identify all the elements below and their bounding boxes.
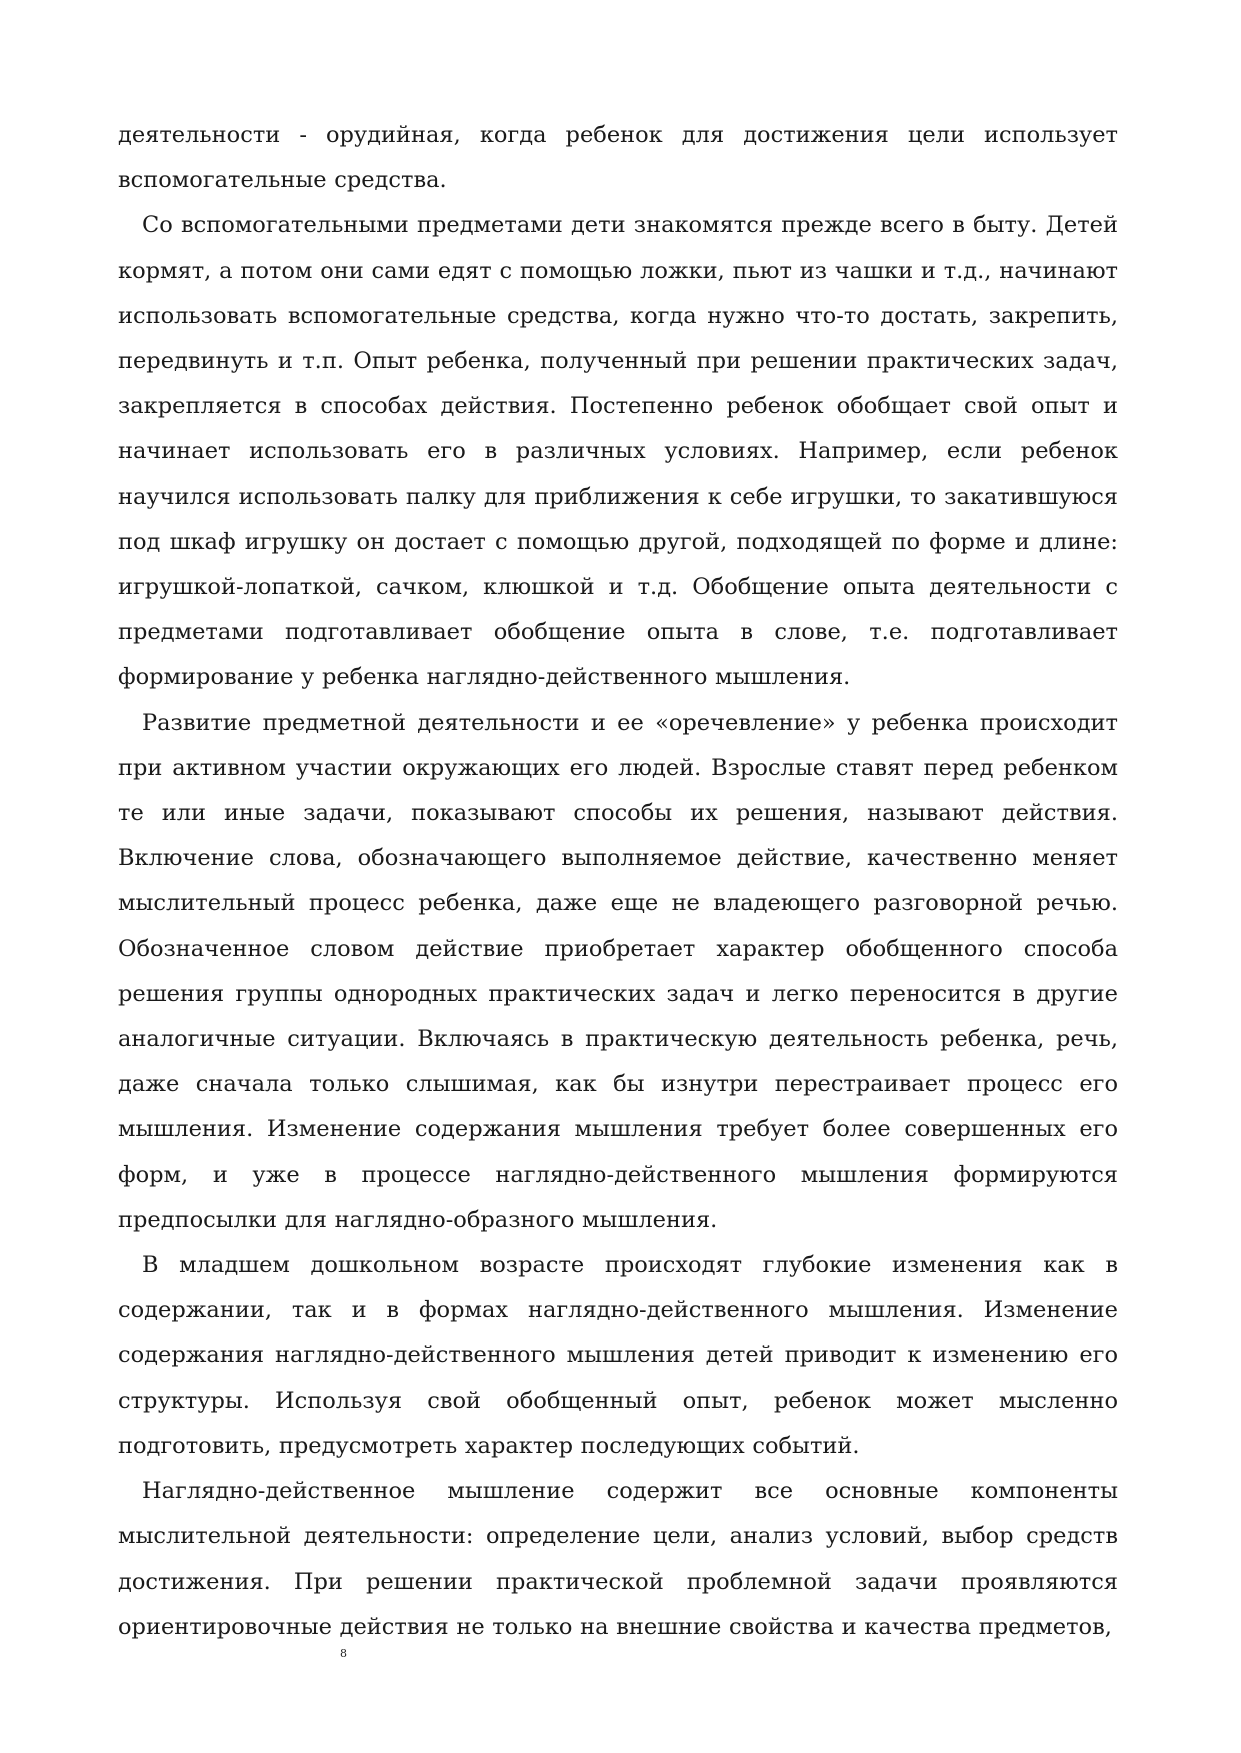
paragraph-4: В младшем дошкольном возрасте происходят глубокие изменения как в содержании, так и в формах наглядно-действенного мышления. Изменение содержания наглядно-действенного мышления детей приводит к изменению его структуры. Используя свой обобщенный опыт, ребенок может мысленно подготовить, предусмотреть характер последующих событий. bbox=[118, 1252, 1118, 1459]
body-text bbox=[118, 113, 1118, 1650]
paragraph-2: Со вспомогательными предметами дети знакомятся прежде всего в быту. Детей кормят, а потом они сами едят с помощью ложки, пьют из чашки и т.д., начинают использовать вспомогательные средства, когда нужно что-то достать, закрепить, передвинуть и т.п. Опыт ребенка, полученный при решении практических задач, закрепляется в способах действия. Постепенно ребенок обобщает свой опыт и начинает использовать его в различных условиях. Например, если ребенок научился использовать палку для приближения к себе игрушки, то закатившуюся под шкаф игрушку он достает с помощью другой, подходящей по форме и длине: игрушкой-лопаткой, сачком, клюшкой и т.д. Обобщение опыта деятельности с предметами подготавливает обобщение опыта в слове, т.е. подготавливает формирование у ребенка наглядно-действенного мышления. bbox=[118, 212, 1118, 691]
paragraph-1: деятельности - орудийная, когда ребенок для достижения цели использует вспомогательные средства. bbox=[118, 122, 1118, 194]
page-number: 8 bbox=[340, 1647, 347, 1660]
paragraph-3: Развитие предметной деятельности и ее «оречевление» у ребенка происходит при активном участии окружающих его людей. Взрослые ставят перед ребенком те или иные задачи, показывают способы их решения, называют действия. Включение слова, обозначающего выполняемое действие, качественно меняет мыслительный процесс ребенка, даже еще не владеющего разговорной речью. Обозначенное словом действие приобретает характер обобщенного способа решения группы однородных практических задач и легко переносится в другие аналогичные ситуации. Включаясь в практическую деятельность ребенка, речь, даже сначала только слышимая, как бы изнутри перестраивает процесс его мышления. Изменение содержания мышления требует более совершенных его форм, и уже в процессе наглядно-действенного мышления формируются предпосылки для наглядно-образного мышления. bbox=[118, 709, 1118, 1233]
paragraph-5: Наглядно-действенное мышление содержит все основные компоненты мыслительной деятельности: определение цели, анализ условий, выбор средств достижения. При решении практической проблемной задачи проявляются ориентировочные действия не только на внешние свойства и качества предметов, bbox=[118, 1478, 1118, 1640]
